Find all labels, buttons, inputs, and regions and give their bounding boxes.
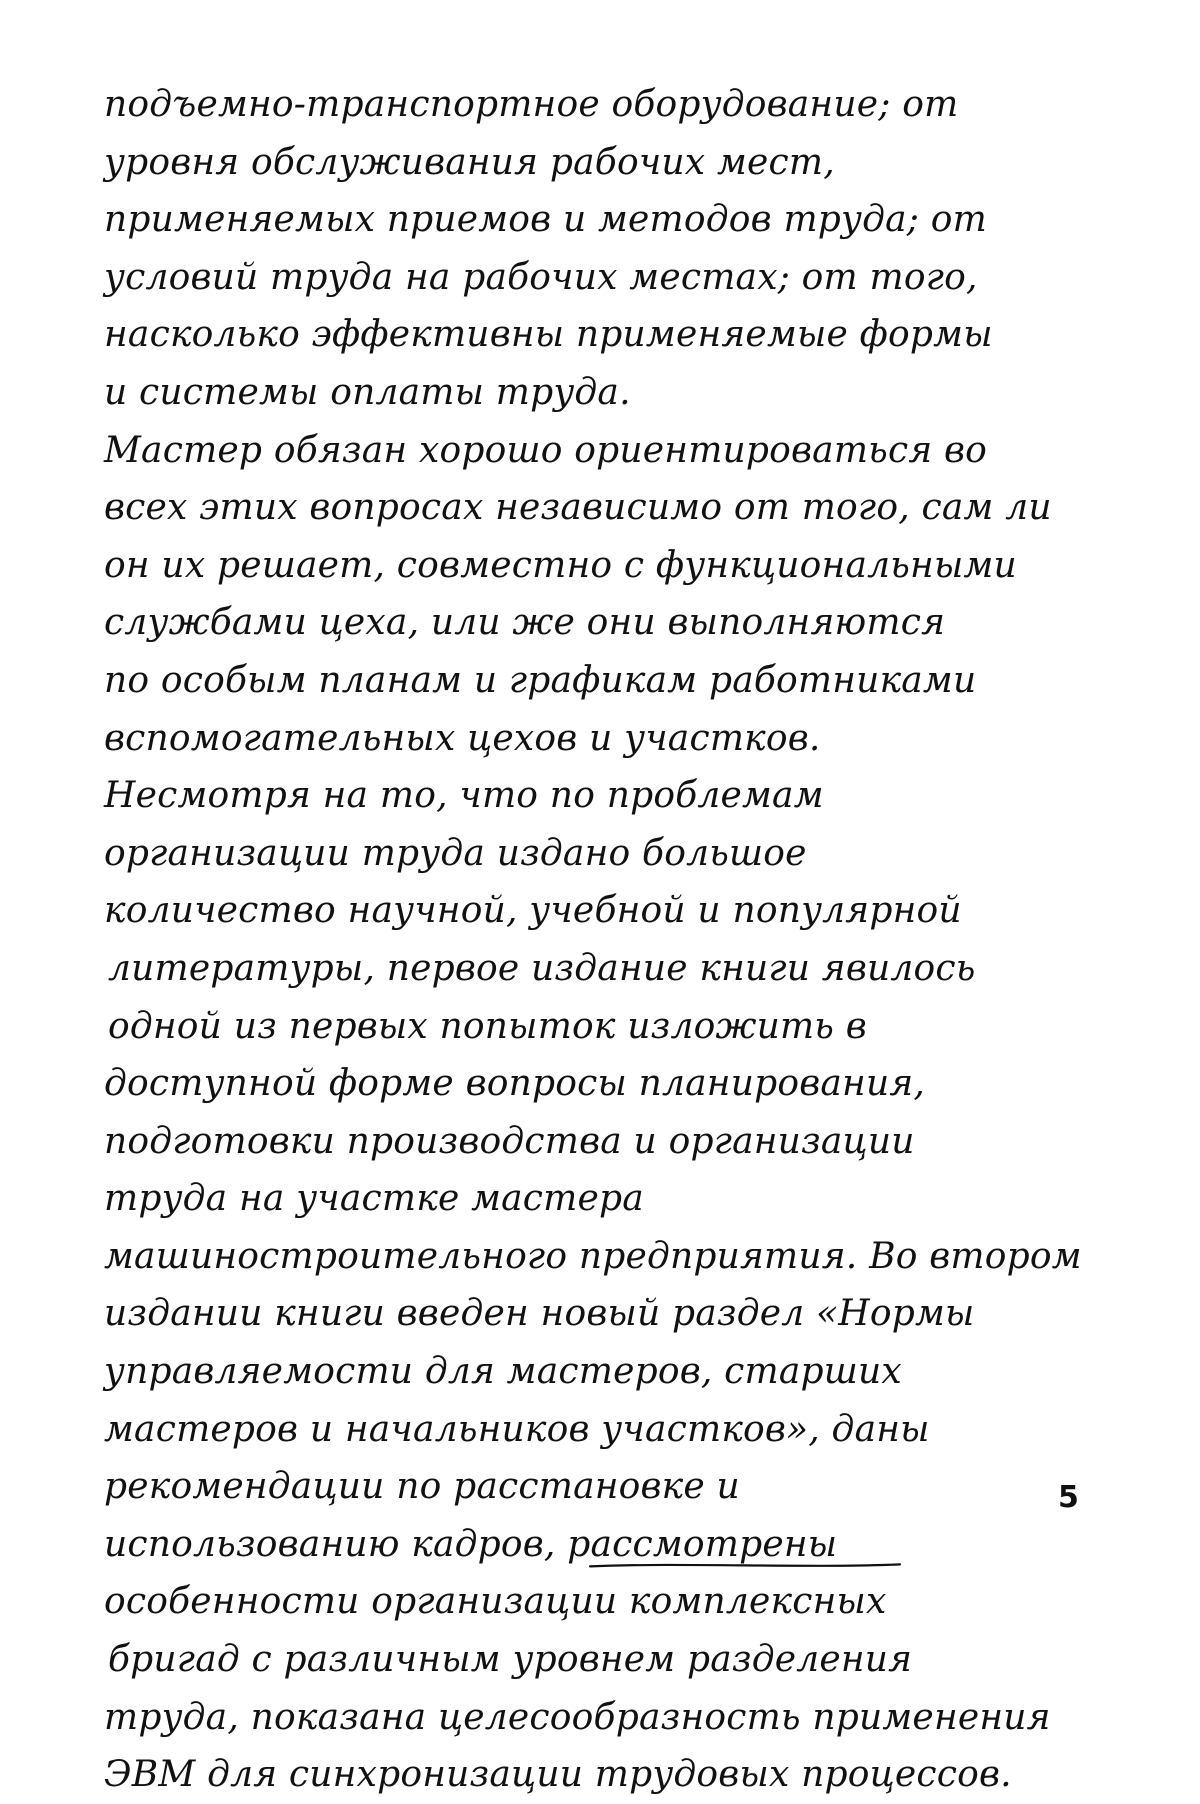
text-line-20: труда на участке мастера xyxy=(104,1178,644,1220)
text-line-1: подъемно-транспортное оборудование; от xyxy=(104,84,959,125)
text-line-17: одной из первых попыток изложить в xyxy=(108,1005,867,1047)
text-line-6: и системы оплаты труда. xyxy=(104,371,631,413)
text-line-26: использованию кадров, рассмотрены xyxy=(104,1523,838,1565)
text-line-2: уровня обслуживания рабочих мест, xyxy=(104,141,835,183)
text-line-30: ЭВМ для синхронизации трудовых процессов. xyxy=(104,1754,1012,1796)
text-line-10: службами цеха, или же они выполняются xyxy=(104,602,946,644)
text-line-25: рекомендации по расстановке и xyxy=(104,1466,740,1508)
text-line-12: вспомогательных цехов и участков. xyxy=(104,717,821,759)
text-line-24: мастеров и начальников участков», даны xyxy=(104,1408,930,1450)
text-line-14: организации труда издано большое xyxy=(104,832,807,874)
text-line-22: издании книги введен новый раздел «Нормы xyxy=(104,1293,975,1335)
text-line-8: всех этих вопросах независимо от того, сам ли xyxy=(104,487,1052,529)
text-line-13: Несмотря на то, что по проблемам xyxy=(104,775,824,817)
text-line-15: количество научной, учебной и популярной xyxy=(104,890,962,932)
text-line-23: управляемости для мастеров, старших xyxy=(104,1351,902,1393)
text-line-28: бригад с различным уровнем разделения xyxy=(108,1639,913,1681)
text-line-11: по особым планам и графикам работниками xyxy=(104,659,977,701)
text-line-27: особенности организации комплексных xyxy=(104,1581,887,1623)
text-line-21: машиностроительного предприятия. Во втором xyxy=(104,1235,1082,1277)
text-line-3: применяемых приемов и методов труда; от xyxy=(104,199,987,241)
text-line-16: литературы, первое издание книги явилось xyxy=(108,947,976,989)
text-line-4: условий труда на рабочих местах; от того, xyxy=(104,256,978,298)
text-line-29: труда, показана целесообразность применения xyxy=(104,1696,1051,1738)
text-line-7: Мастер обязан хорошо ориентироваться во xyxy=(104,429,988,471)
text-line-19: подготовки производства и организации xyxy=(104,1120,915,1162)
text-line-9: он их решает, совместно с функциональными xyxy=(104,544,1017,586)
text-line-5: насколько эффективны применяемые формы xyxy=(104,314,993,356)
body-text xyxy=(104,76,1104,1804)
text-line-18: доступной форме вопросы планирования, xyxy=(104,1063,926,1105)
page-number: 5 xyxy=(1058,1480,1079,1515)
